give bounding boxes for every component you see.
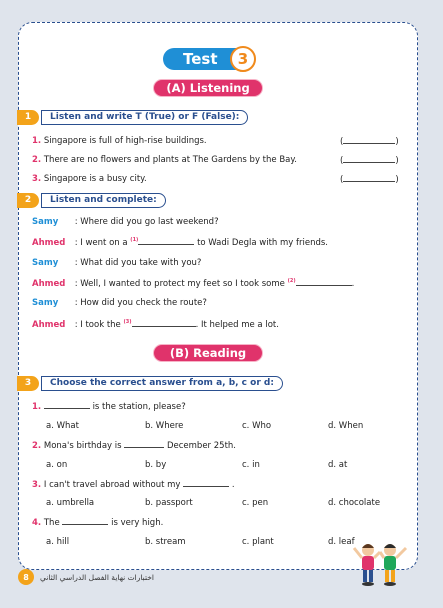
dialogue-line-4 [32,278,354,289]
speaker-samy: Samy [32,217,59,227]
dialogue-text: : How did you check the route? [74,298,207,308]
option-c[interactable]: c. plant [242,537,274,547]
q1-item-text: Singapore is full of high-rise buildings. [43,136,207,146]
option-b[interactable]: b. Where [145,421,184,431]
q1-item-1 [32,136,207,146]
dialogue-line-3 [32,258,201,268]
dialogue-text: . [351,279,355,289]
dialogue-text: to Wadi Degla with my friends. [197,238,329,248]
speaker-samy: Samy [32,258,59,268]
option-b[interactable]: b. passport [145,498,193,508]
fill-blank-3[interactable] [132,319,196,327]
mcq-num: 1. [32,402,42,412]
option-a[interactable]: a. What [46,421,79,431]
mcq-num: 3. [32,480,42,490]
dialogue-line-5 [32,298,207,308]
mcq-num: 4. [32,518,42,528]
mcq-text: The [43,518,60,528]
dialogue-text: : I went on a [74,238,128,248]
q1-item-text: Singapore is a busy city. [43,174,147,184]
mcq-question-2 [32,440,236,451]
paren-close: ) [395,175,399,185]
paren-close: ) [395,137,399,147]
q3-title: Choose the correct answer from a, b, c or d: [41,376,283,391]
footer-text: اختبارات نهاية الفصل الدراسي الثاني [40,573,154,582]
q2-number: 2 [17,193,39,208]
reading-section-header: (B) Reading [153,344,263,362]
option-b[interactable]: b. stream [145,537,186,547]
q1-header [17,109,248,125]
mcq-text: December 25th. [166,441,236,451]
q1-title: Listen and write T (True) or F (False): [41,110,248,125]
mcq-question-1 [32,401,186,412]
q1-answer-box-1[interactable] [340,136,399,147]
answer-blank [343,174,395,182]
option-d[interactable]: d. leaf [328,537,355,547]
option-d[interactable]: d. at [328,460,348,470]
mcq-text: is the station, please? [92,402,186,412]
answer-blank [343,155,395,163]
blank-marker: (3) [123,319,132,326]
fill-blank-1[interactable] [138,237,194,245]
mcq-text: is very high. [111,518,164,528]
mcq-text: I can't travel abroad without my [43,480,181,490]
listening-section-header: (A) Listening [153,79,263,97]
option-c[interactable]: c. Who [242,421,272,431]
paren-close: ) [395,156,399,166]
q1-item-num: 2. [32,155,42,165]
mcq-blank [62,517,108,525]
page-number: 8 [18,569,34,585]
speaker-ahmed: Ahmed [32,279,66,289]
option-d[interactable]: d. When [328,421,364,431]
fill-blank-2[interactable] [296,278,352,286]
dialogue-line-2 [32,237,328,248]
speaker-ahmed: Ahmed [32,238,66,248]
dialogue-line-6 [32,319,279,330]
q1-number: 1 [17,110,39,125]
q1-item-2 [32,155,297,165]
dialogue-line-1 [32,217,219,227]
option-a[interactable]: a. on [46,460,68,470]
option-a[interactable]: a. umbrella [46,498,95,508]
q1-item-num: 3. [32,174,42,184]
q1-item-3 [32,174,147,184]
option-d[interactable]: d. chocolate [328,498,381,508]
answer-blank [343,136,395,144]
mcq-question-3 [32,479,235,490]
dialogue-text: . It helped me a lot. [195,320,279,330]
q2-title: Listen and complete: [41,193,166,208]
mcq-num: 2. [32,441,42,451]
mcq-blank [183,479,229,487]
q2-header [17,192,166,208]
q3-header [17,375,283,391]
paren-open: ( [340,175,344,185]
mcq-blank [124,440,164,448]
q1-answer-box-2[interactable] [340,155,399,166]
mcq-blank [44,401,90,409]
speaker-samy: Samy [32,298,59,308]
q1-answer-box-3[interactable] [340,174,399,185]
dialogue-text: : I took the [74,320,121,330]
option-c[interactable]: c. in [242,460,260,470]
test-number: 3 [230,46,256,72]
dialogue-text: : Well, I wanted to protect my feet so I took some [74,279,285,289]
option-c[interactable]: c. pen [242,498,269,508]
paren-open: ( [340,137,344,147]
blank-marker: (2) [287,278,296,285]
kids-illustration-icon [350,540,410,590]
mcq-text: . [231,480,235,490]
option-a[interactable]: a. hill [46,537,70,547]
q1-item-text: There are no flowers and plants at The Gardens by the Bay. [43,155,297,165]
test-title-text: Test [183,50,218,68]
mcq-text: Mona's birthday is [43,441,122,451]
paren-open: ( [340,156,344,166]
q1-item-num: 1. [32,136,42,146]
q3-number: 3 [17,376,39,391]
dialogue-text: : Where did you go last weekend? [74,217,219,227]
speaker-ahmed: Ahmed [32,320,66,330]
blank-marker: (1) [130,237,139,244]
dialogue-text: : What did you take with you? [74,258,202,268]
mcq-question-4 [32,517,163,528]
option-b[interactable]: b. by [145,460,167,470]
